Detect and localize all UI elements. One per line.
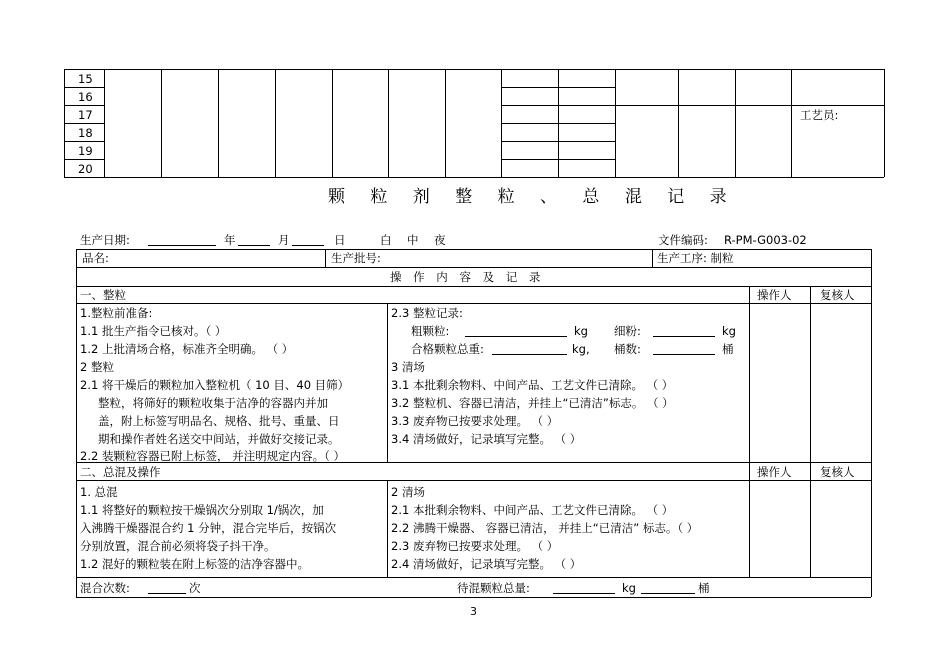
s1-line: 1.整粒前准备: [80, 306, 153, 320]
barrels-blank[interactable] [653, 343, 715, 355]
row-number: 18 [78, 126, 93, 140]
s1-line: 整粒，将筛好的颗粒收集于洁净的容器内并加 [98, 396, 328, 410]
section1-checker: 复核人 [820, 288, 855, 302]
record-title: 2.3 整粒记录: [391, 306, 463, 320]
page-number: 3 [470, 605, 477, 618]
barrels-unit: 桶 [722, 342, 734, 356]
month-label: 月 [278, 233, 290, 247]
page-title: 颗 粒 剂 整 粒 、 总 混 记 录 [328, 187, 737, 207]
s1-line: 1.2 上批清场合格，标准齐全明确。 （ ） [80, 342, 294, 356]
doc-no-label: 文件编码: [658, 233, 708, 247]
section2-checker: 复核人 [820, 465, 855, 479]
s2-line: 1.1 将整好的颗粒按干燥锅次分别取 1/锅次，加 [80, 503, 324, 517]
year-blank[interactable] [148, 234, 216, 246]
s1-line: 1.1 批生产指令已核对。（ ） [80, 324, 227, 338]
ops-title: 操 作 内 容 及 记 录 [390, 270, 545, 284]
s2-line: 入沸腾干燥器混合约 1 分钟，混合完毕后，按锅次 [80, 521, 337, 535]
section1-title: 一、整粒 [80, 288, 126, 302]
clean-item: 3.1 本批剩余物料、中间产品、工艺文件已清除。 （ ） [391, 378, 674, 392]
pending-barrel-blank[interactable] [641, 582, 695, 594]
coarse-blank[interactable] [465, 325, 567, 337]
qualified-label: 合格颗粒总重: [411, 342, 484, 356]
process-label: 生产工序: 制粒 [657, 251, 734, 265]
section2-operator: 操作人 [757, 465, 792, 479]
fine-label: 细粉: [614, 324, 641, 338]
fine-blank[interactable] [653, 325, 715, 337]
s2-clean: 2 清场 [391, 485, 425, 499]
clean-item: 3.2 整粒机、容器已清洁，并挂上“已清洁”标志。 （ ） [391, 396, 674, 410]
qualified-blank[interactable] [492, 343, 567, 355]
qualified-unit: kg, [572, 342, 590, 356]
mix-count-blank[interactable] [148, 582, 186, 594]
s2-clean: 2.3 废弃物已按要求处理。 （ ） [391, 539, 559, 553]
row-number: 16 [78, 90, 93, 104]
mix-times-unit: 次 [189, 581, 201, 595]
pending-label: 待混颗粒总量: [457, 581, 530, 595]
s1-line: 2.2 装颗粒容器已附上标签， 并注明规定内容。（ ） [80, 449, 346, 463]
section2-title: 二、总混及操作 [80, 465, 161, 479]
date-label: 生产日期: [80, 233, 130, 247]
clean-item: 3.3 废弃物已按要求处理。 （ ） [391, 414, 559, 428]
clean-item: 3.4 清场做好，记录填写完整。 （ ） [391, 432, 582, 446]
product-name-label: 品名: [82, 251, 109, 265]
s2-line: 1.2 混好的颗粒装在附上标签的洁净容器中。 [80, 557, 309, 571]
s1-line: 2 整粒 [80, 360, 114, 374]
s1-line: 2.1 将干燥后的颗粒加入整粒机（ 10 目、40 目筛） [80, 378, 350, 392]
coarse-label: 粗颗粒: [411, 324, 450, 338]
row-number: 19 [78, 144, 93, 158]
s2-clean: 2.1 本批剩余物料、中间产品、工艺文件已清除。 （ ） [391, 503, 674, 517]
s2-clean: 2.4 清场做好，记录填写完整。 （ ） [391, 557, 582, 571]
barrels-label: 桶数: [614, 342, 641, 356]
row-number: 20 [78, 162, 93, 176]
pending-kg-blank[interactable] [553, 582, 615, 594]
s1-line: 盖，附上标签写明品名、规格、批号、重量、日 [98, 414, 340, 428]
pending-barrel-unit: 桶 [698, 581, 710, 595]
shift-mid: 中 [407, 233, 419, 247]
section1-operator: 操作人 [757, 288, 792, 302]
year-label: 年 [224, 233, 236, 247]
s2-clean: 2.2 沸腾干燥器、 容器已清洁， 并挂上“已清洁” 标志。（ ） [391, 521, 699, 535]
day-label: 日 [334, 233, 346, 247]
shift-night: 夜 [434, 233, 446, 247]
s2-line: 1. 总混 [80, 485, 118, 499]
doc-no: R-PM-G003-02 [724, 233, 807, 247]
row-number: 15 [78, 72, 93, 86]
pending-kg-unit: kg [622, 581, 636, 595]
clean-title: 3 清场 [391, 360, 425, 374]
s1-line: 期和操作者姓名送交中间站，并做好交接记录。 [98, 432, 340, 446]
row-number: 17 [78, 108, 93, 122]
fine-unit: kg [722, 324, 736, 338]
month-blank[interactable] [238, 234, 270, 246]
day-blank[interactable] [292, 234, 324, 246]
batch-no-label: 生产批号: [331, 251, 381, 265]
coarse-unit: kg [574, 324, 588, 338]
mix-count-label: 混合次数: [80, 581, 130, 595]
s2-line: 分别放置，混合前必须将袋子抖干净。 [80, 539, 276, 553]
shift-day: 白 [380, 233, 392, 247]
craftsman-label: 工艺员: [800, 108, 839, 122]
